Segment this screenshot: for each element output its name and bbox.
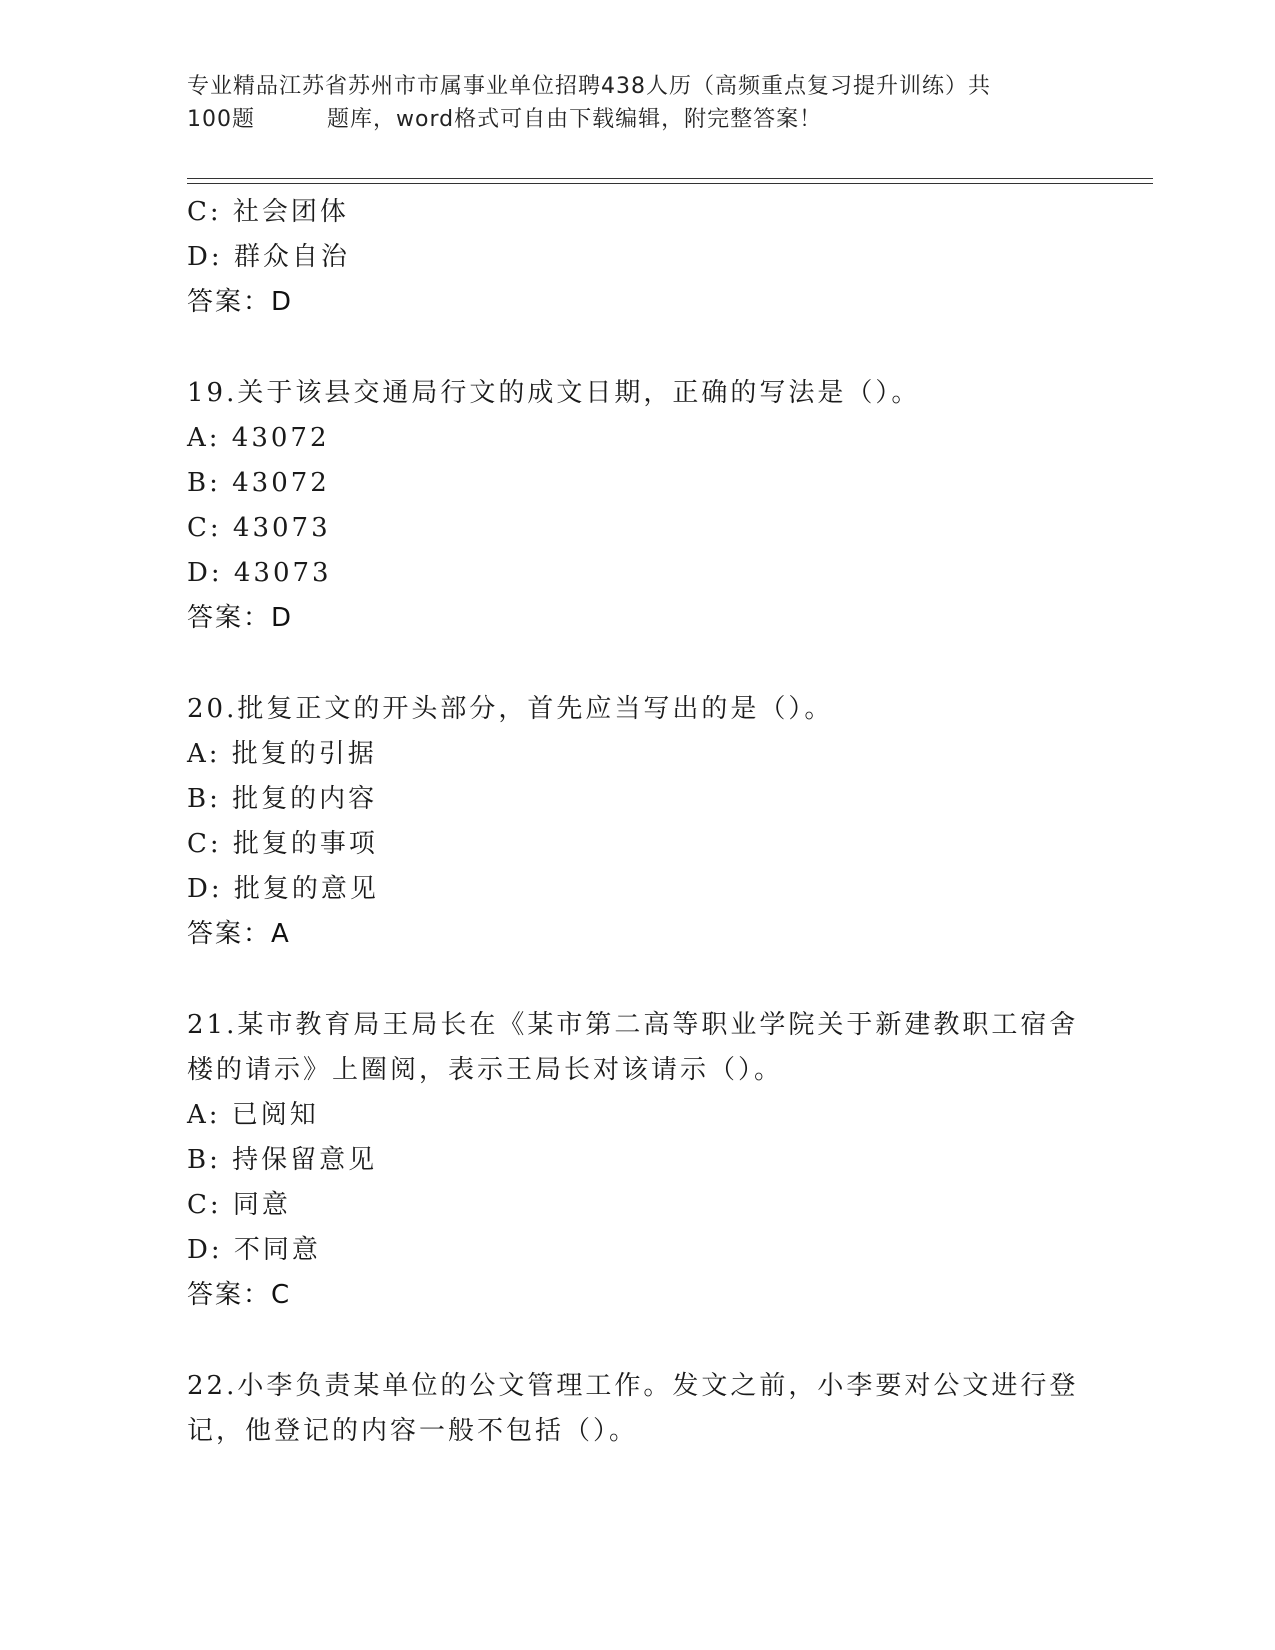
stem-line: 记，他登记的内容一般不包括（）。 (187, 1416, 639, 1446)
option-c: C: 43073 (187, 513, 331, 543)
option-c: C: 社会团体 (187, 197, 349, 227)
question-stem (187, 687, 1117, 732)
answer: 答案：C (187, 1280, 292, 1310)
question-18-tail (187, 190, 1117, 325)
option-a: A: 批复的引据 (187, 739, 377, 769)
option-c: C: 批复的事项 (187, 829, 378, 859)
answer: 答案：A (187, 919, 291, 949)
header-line-1: 专业精品江苏省苏州市市属事业单位招聘438人历（高频重点复习提升训练）共 (187, 74, 991, 99)
option-a: A: 43072 (187, 423, 330, 453)
option-d: D: 批复的意见 (187, 874, 379, 904)
option-b: B: 43072 (187, 468, 330, 498)
header-divider-top (187, 178, 1153, 179)
document-header (187, 70, 1087, 136)
stem-line: 21.某市教育局王局长在《某市第二高等职业学院关于新建教职工宿舍 (187, 1010, 1079, 1040)
question-22 (187, 1364, 1117, 1454)
header-description: 题库，word格式可自由下载编辑，附完整答案！ (327, 107, 823, 132)
option-b: B: 批复的内容 (187, 784, 378, 814)
stem-line: 20.批复正文的开头部分，首先应当写出的是（）。 (187, 694, 834, 724)
stem-line: 22.小李负责某单位的公文管理工作。发文之前，小李要对公文进行登 (187, 1371, 1079, 1401)
question-19 (187, 371, 1117, 641)
question-stem (187, 1364, 1117, 1454)
header-line-2 (187, 103, 1087, 136)
answer: 答案：D (187, 603, 294, 633)
header-count: 100题 (187, 107, 255, 132)
question-stem (187, 1003, 1117, 1093)
option-b: B: 持保留意见 (187, 1145, 378, 1175)
option-d: D: 不同意 (187, 1235, 321, 1265)
question-21 (187, 1003, 1117, 1318)
stem-line: 19.关于该县交通局行文的成文日期，正确的写法是（）。 (187, 378, 921, 408)
stem-line: 楼的请示》上圈阅，表示王局长对该请示（）。 (187, 1055, 784, 1085)
question-stem (187, 371, 1117, 416)
option-d: D: 43073 (187, 558, 332, 588)
option-c: C: 同意 (187, 1190, 291, 1220)
option-a: A: 已阅知 (187, 1100, 319, 1130)
question-content (187, 190, 1117, 1454)
header-divider-bottom (187, 183, 1153, 184)
option-d: D: 群众自治 (187, 242, 350, 272)
question-20 (187, 687, 1117, 957)
answer: 答案：D (187, 287, 294, 317)
